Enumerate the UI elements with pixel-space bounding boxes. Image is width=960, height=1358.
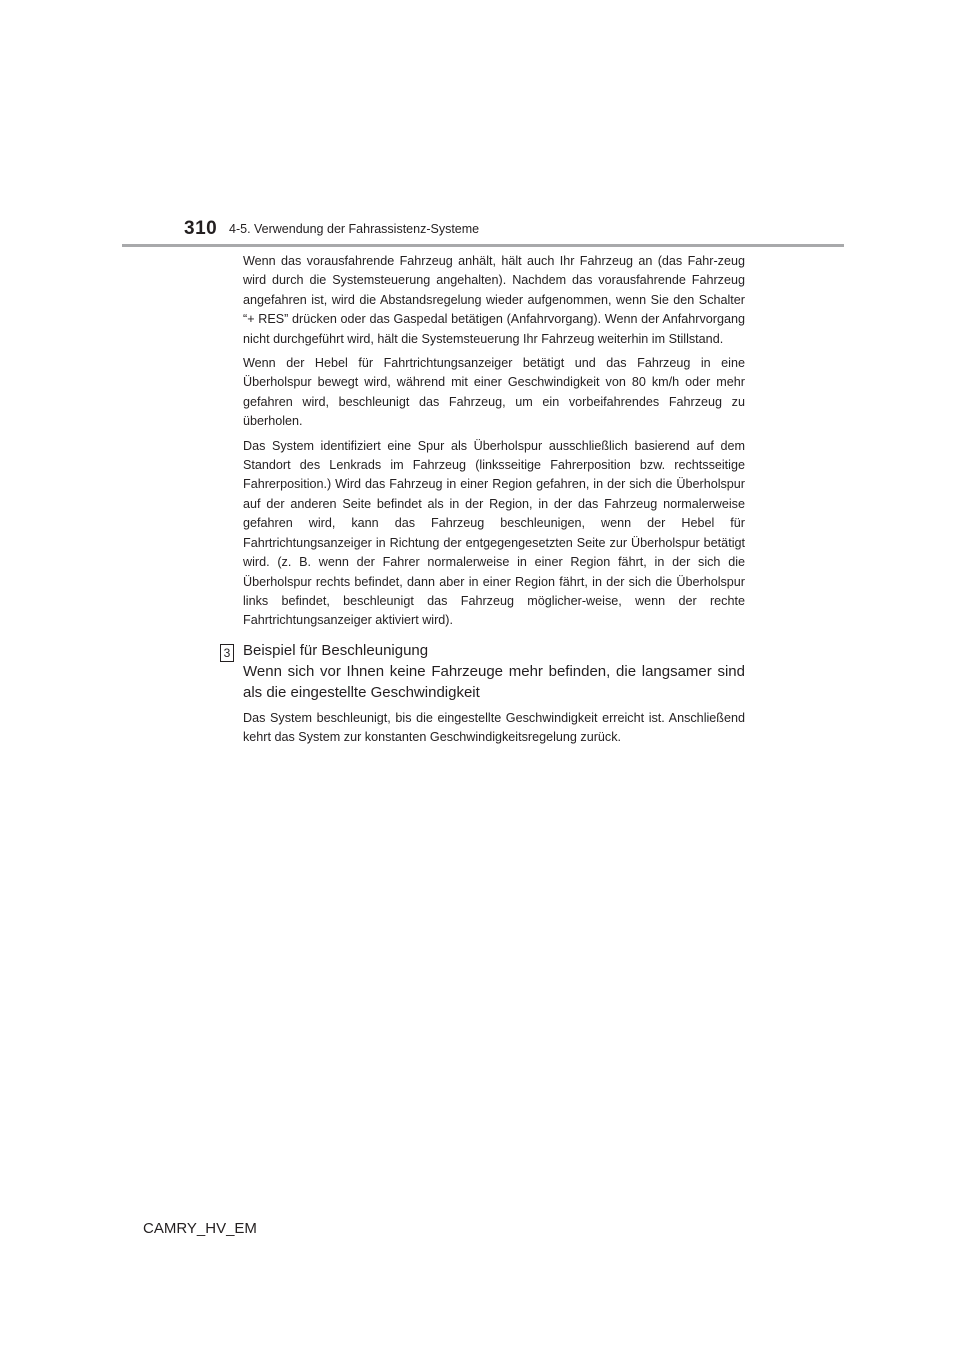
step-body: Das System beschleunigt, bis die eingestellte Geschwindigkeit erreicht ist. Anschließend kehrt das System zur konstanten Geschwindigkeitsregelung zurück. xyxy=(243,710,745,745)
page-number: 310 xyxy=(184,218,218,239)
footer-model-code: CAMRY_HV_EM xyxy=(143,1220,257,1237)
step-title: Beispiel für Beschleunigung xyxy=(243,641,429,659)
paragraph-lane-identification: Das System identifiziert eine Spur als Überholspur ausschließlich basierend auf dem Standort des Lenkrads im Fahrzeug (linksseitige Fahrerposition bzw. rechtsseitige Fahrerposition.) Wird das Fahrzeug in einer Region gefahren, in der sich die Überholspur auf der anderen Seite befindet als in der Region, in der das Fahrzeug normalerweise gefahren wird, kann das Fahrzeug beschleunigen, wenn der Hebel für Fahrtrichtungsanzeiger in Richtung der entgegengesetzten Seite zur Überholspur betätigt wird. (z. B. wenn der Fahrer normalerweise in einer Region fährt, in der sich die Überholspur rechts befindet, dann aber in einer Region fährt, in der sich die Überholspur links befindet, beschleunigt das Fahrzeug möglicher-weise, wenn der rechte Fahrtrichtungsanzeiger aktiviert wird). xyxy=(243,438,745,628)
paragraph-stop-and-go: Wenn das vorausfahrende Fahrzeug anhält, hält auch Ihr Fahrzeug an (das Fahr-zeug wird durch die Systemsteuerung angehalten). Nachdem das vorausfahrende Fahrzeug angefahren ist, wird die Abstandsregelung wieder aufgenommen, wenn Sie den Schalter “+ RES” drücken oder das Gaspedal betätigen (Anfahrvorgang). Wenn der Anfahrvorgang nicht durchgeführt wird, hält die Systemsteuerung Ihr Fahrzeug weiterhin im Stillstand. xyxy=(243,254,745,346)
main-content xyxy=(223,252,745,753)
step-number-badge: 3 xyxy=(220,644,234,662)
header-divider xyxy=(122,244,844,247)
step-heading xyxy=(223,641,745,703)
section-title: 4-5. Verwendung der Fahrassistenz-Systeme xyxy=(229,222,480,236)
step-subtitle: Wenn sich vor Ihnen keine Fahrzeuge mehr befinden, die langsamer sind als die eingestellte Geschwindigkeit xyxy=(243,662,745,701)
paragraph-overtaking: Wenn der Hebel für Fahrtrichtungsanzeiger betätigt und das Fahrzeug in eine Überholspur bewegt wird, während mit einer Geschwindigkeit von 80 km/h oder mehr gefahren wird, beschleunigt das Fahrzeug, um ein vorbeifahrendes Fahrzeug zu überholen. xyxy=(243,356,745,429)
